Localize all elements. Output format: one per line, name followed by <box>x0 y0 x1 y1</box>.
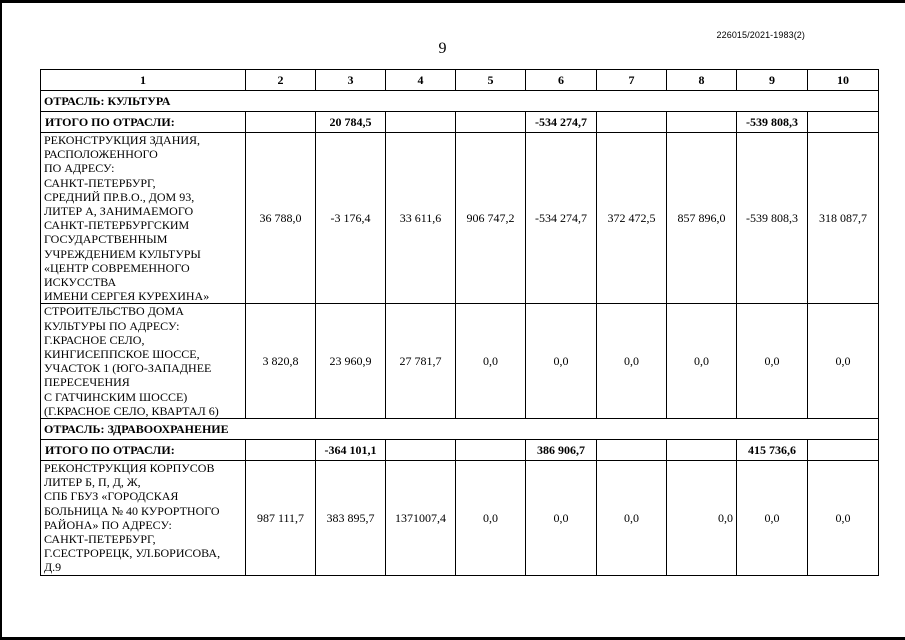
table-cell: 0,0 <box>737 304 808 419</box>
object-description <box>41 133 246 304</box>
column-header: 5 <box>456 70 526 91</box>
table-cell <box>246 112 316 133</box>
description-line: КИНГИСЕППСКОЕ ШОССЕ, <box>44 347 200 362</box>
table-cell: 23 960,9 <box>316 304 386 419</box>
table-cell: 906 747,2 <box>456 133 526 304</box>
table-cell <box>386 440 456 461</box>
table-cell: 386 906,7 <box>526 440 597 461</box>
description-line: С ГАТЧИНСКИМ ШОССЕ) <box>44 389 188 404</box>
description-line: ИМЕНИ СЕРГЕЯ КУРЕХИНА» <box>44 289 210 304</box>
description-line: САНКТ-ПЕТЕРБУРГ, <box>44 532 156 547</box>
table-row <box>41 304 879 419</box>
budget-table <box>40 69 879 576</box>
description-line: ПО АДРЕСУ: <box>44 161 115 176</box>
section-title: ОТРАСЛЬ: КУЛЬТУРА <box>41 91 879 112</box>
table-cell: 0,0 <box>667 304 737 419</box>
description-line: УЧАСТОК 1 (ЮГО-ЗАПАДНЕЕ <box>44 361 212 376</box>
section-row <box>41 91 879 112</box>
table-cell <box>456 440 526 461</box>
section-total-row <box>41 112 879 133</box>
table-cell: -534 274,7 <box>526 133 597 304</box>
table-cell: 0,0 <box>597 461 667 576</box>
page-number: 9 <box>438 40 447 57</box>
table-cell <box>246 440 316 461</box>
total-label: ИТОГО ПО ОТРАСЛИ: <box>41 112 246 133</box>
table-cell: 0,0 <box>456 304 526 419</box>
description-line: ПЕРЕСЕЧЕНИЯ <box>44 375 130 390</box>
page-border-top <box>0 0 905 3</box>
description-line: САНКТ-ПЕТЕРБУРГСКИМ <box>44 218 190 233</box>
description-line: Г.СЕСТРОРЕЦК, УЛ.БОРИСОВА, <box>44 546 221 561</box>
table-cell: 0,0 <box>597 304 667 419</box>
table-cell: 0,0 <box>737 461 808 576</box>
column-header: 9 <box>737 70 808 91</box>
table-cell <box>456 112 526 133</box>
description-line: БОЛЬНИЦА № 40 КУРОРТНОГО <box>44 503 220 518</box>
table-cell: 36 788,0 <box>246 133 316 304</box>
table-cell <box>667 440 737 461</box>
table-cell: 27 781,7 <box>386 304 456 419</box>
table-cell <box>597 440 667 461</box>
table-cell <box>808 112 879 133</box>
table-cell: -3 176,4 <box>316 133 386 304</box>
table-cell <box>597 112 667 133</box>
column-header: 7 <box>597 70 667 91</box>
table-cell: 318 087,7 <box>808 133 879 304</box>
table-row <box>41 461 879 576</box>
description-line: СТРОИТЕЛЬСТВО ДОМА <box>44 304 184 319</box>
column-header: 8 <box>667 70 737 91</box>
table-cell: -364 101,1 <box>316 440 386 461</box>
table-cell <box>667 112 737 133</box>
column-header: 10 <box>808 70 879 91</box>
table-cell: 0,0 <box>667 461 737 576</box>
column-header: 2 <box>246 70 316 91</box>
table-cell <box>386 112 456 133</box>
description-line: (Г.КРАСНОЕ СЕЛО, КВАРТАЛ 6) <box>44 403 219 418</box>
description-line: САНКТ-ПЕТЕРБУРГ, <box>44 175 156 190</box>
table-cell: 987 111,7 <box>246 461 316 576</box>
description-line: ЛИТЕР А, ЗАНИМАЕМОГО <box>44 204 194 219</box>
table-cell: 0,0 <box>808 461 879 576</box>
section-title: ОТРАСЛЬ: ЗДРАВООХРАНЕНИЕ <box>41 419 879 440</box>
table-cell: -539 808,3 <box>737 112 808 133</box>
section-row <box>41 419 879 440</box>
column-header: 6 <box>526 70 597 91</box>
description-line: Д.9 <box>44 560 62 575</box>
table-cell: -539 808,3 <box>737 133 808 304</box>
description-line: РАСПОЛОЖЕННОГО <box>44 147 158 162</box>
page-border-left <box>0 0 2 640</box>
description-line: ЛИТЕР Б, П, Д, Ж, <box>44 475 141 490</box>
table-cell: 415 736,6 <box>737 440 808 461</box>
description-line: РАЙОНА» ПО АДРЕСУ: <box>44 517 172 532</box>
table-cell: -534 274,7 <box>526 112 597 133</box>
description-line: РЕКОНСТРУКЦИЯ КОРПУСОВ <box>44 461 215 476</box>
table-cell: 0,0 <box>526 304 597 419</box>
description-line: СРЕДНИЙ ПР.В.О., ДОМ 93, <box>44 189 195 204</box>
object-description <box>41 461 246 576</box>
column-header: 1 <box>41 70 246 91</box>
table-cell: 372 472,5 <box>597 133 667 304</box>
table-cell: 0,0 <box>456 461 526 576</box>
table-cell: 857 896,0 <box>667 133 737 304</box>
table-cell: 20 784,5 <box>316 112 386 133</box>
object-description <box>41 304 246 419</box>
description-line: ГОСУДАРСТВЕННЫМ <box>44 232 168 247</box>
table-cell: 1371007,4 <box>386 461 456 576</box>
document-id: 226015/2021-1983(2) <box>716 30 805 40</box>
table-cell: 3 820,8 <box>246 304 316 419</box>
description-line: УЧРЕЖДЕНИЕМ КУЛЬТУРЫ <box>44 246 201 261</box>
table-row <box>41 133 879 304</box>
section-total-row <box>41 440 879 461</box>
column-header: 4 <box>386 70 456 91</box>
table-cell: 0,0 <box>526 461 597 576</box>
description-line: РЕКОНСТРУКЦИЯ ЗДАНИЯ, <box>44 133 201 147</box>
description-line: «ЦЕНТР СОВРЕМЕННОГО <box>44 260 190 275</box>
column-header: 3 <box>316 70 386 91</box>
description-line: ИСКУССТВА <box>44 275 117 290</box>
description-line: Г.КРАСНОЕ СЕЛО, <box>44 332 145 347</box>
header-row <box>41 70 879 91</box>
table-cell: 33 611,6 <box>386 133 456 304</box>
table-cell: 383 895,7 <box>316 461 386 576</box>
table-cell: 0,0 <box>808 304 879 419</box>
description-line: КУЛЬТУРЫ ПО АДРЕСУ: <box>44 318 180 333</box>
table-cell <box>808 440 879 461</box>
description-line: СПБ ГБУЗ «ГОРОДСКАЯ <box>44 489 179 504</box>
total-label: ИТОГО ПО ОТРАСЛИ: <box>41 440 246 461</box>
